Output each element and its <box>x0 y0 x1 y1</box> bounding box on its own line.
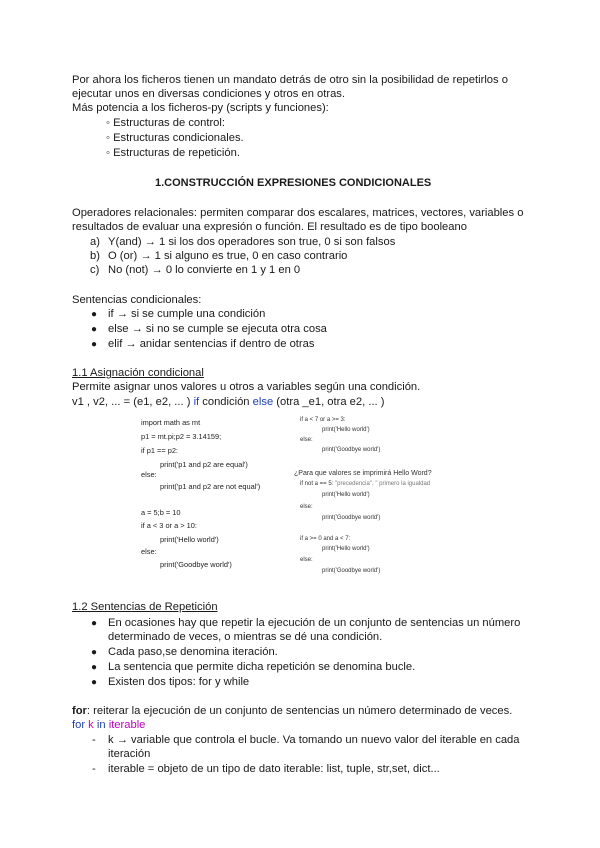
code-line: print('p1 and p2 are not equal') <box>160 482 261 491</box>
intro-line-3: Más potencia a los ficheros-py (scripts y funciones): <box>72 102 329 114</box>
code-line: else: <box>300 504 313 510</box>
subsection-title: 1.1 Asignación condicional <box>72 367 204 379</box>
bullet-icon: ● <box>91 647 98 658</box>
code-line: if a >= 0 and a < 7: <box>300 536 351 542</box>
for-detail-1a: k → variable que controla el bucle. Va tomando un nuevo valor del iterable en cada <box>108 734 520 746</box>
code-line: print('Hello world') <box>160 535 219 544</box>
operator-or: O (or) → 1 si alguno es true, 0 en caso contrario <box>108 250 348 262</box>
repetition-bullet-1b: determinado de veces, o mientras se dé una condición. <box>108 631 383 643</box>
code-line: if p1 == p2: <box>141 446 178 455</box>
repetition-bullet-2: Cada paso,se denomina iteración. <box>108 646 278 658</box>
intro-line-1: Por ahora los ficheros tienen un mandato detrás de otro sin la posibilidad de repetirlos o <box>72 74 508 86</box>
for-detail-1b: iteración <box>108 748 151 760</box>
section-title: 1.CONSTRUCCIÓN EXPRESIONES CONDICIONALES <box>155 177 432 189</box>
cond-if: if → si se cumple una condición <box>108 308 266 320</box>
control-item: ◦ Estructuras condicionales. <box>106 132 244 144</box>
subsection-title: 1.2 Sentencias de Repetición <box>72 601 218 613</box>
operator-and: Y(and) → 1 si los dos operadores son true, 0 si son falsos <box>108 236 396 248</box>
repetition-bullet-4: Existen dos tipos: for y while <box>108 676 250 688</box>
code-line: import math as mt <box>141 418 201 427</box>
s11-description: Permite asignar unos valores u otros a variables según una condición. <box>72 381 421 393</box>
code-line: if a < 3 or a > 10: <box>141 521 197 530</box>
control-item: ◦ Estructuras de repetición. <box>106 147 240 159</box>
dash-icon: - <box>92 734 96 746</box>
code-line: else: <box>300 437 313 443</box>
operator-mark: a) <box>90 236 100 248</box>
conditional-title: Sentencias condicionales: <box>72 294 202 306</box>
bullet-icon: ● <box>91 618 98 629</box>
code-question: ¿Para que valores se imprimirá Hello Word? <box>294 470 432 477</box>
bullet-icon: ● <box>91 309 98 320</box>
control-item: ◦ Estructuras de control: <box>106 117 226 129</box>
code-line: a = 5;b = 10 <box>141 508 181 517</box>
code-line: print('Hello world') <box>322 427 370 433</box>
bullet-icon: ● <box>91 339 98 350</box>
code-line: else: <box>141 547 157 556</box>
code-line: print('Goodbye world') <box>160 560 232 569</box>
operator-not: No (not) → 0 lo convierte en 1 y 1 en 0 <box>108 264 301 276</box>
for-syntax: for k in iterable <box>72 719 146 731</box>
operator-mark: b) <box>90 250 100 262</box>
cond-elif: elif → anidar sentencias if dentro de otras <box>108 338 315 350</box>
code-line: print('Goodbye world') <box>322 568 381 574</box>
code-line: if not a == 5: "precedencia", " primero la igualdad <box>300 481 431 487</box>
code-line: print('Hello world') <box>322 492 370 498</box>
dash-icon: - <box>92 763 96 775</box>
code-line: print('p1 and p2 are equal') <box>160 460 248 469</box>
assignment-syntax: v1 , v2, ... = (e1, e2, ... ) if condición else (otra _e1, otra e2, ... ) <box>72 396 385 408</box>
code-line: print('Goodbye world') <box>322 515 381 521</box>
code-line: if a < 7 or a >= 3: <box>300 417 346 423</box>
intro-line-2: ejecutar unos en diversas condiciones y otros en otras. <box>72 88 346 100</box>
code-line: else: <box>300 557 313 563</box>
code-line: p1 = mt.pi;p2 = 3.14159; <box>141 432 222 441</box>
code-line: print('Hello world') <box>322 546 370 552</box>
for-detail-2: iterable = objeto de un tipo de dato iterable: list, tuple, str,set, dict... <box>108 763 440 775</box>
cond-else: else → si no se cumple se ejecuta otra cosa <box>108 323 327 335</box>
repetition-bullet-3: La sentencia que permite dicha repetición se denomina bucle. <box>108 661 416 673</box>
code-line: print('Goodbye world') <box>322 447 381 453</box>
bullet-icon: ● <box>91 324 98 335</box>
relational-paragraph-1: Operadores relacionales: permiten comparar dos escalares, matrices, vectores, variables o <box>72 207 524 219</box>
relational-paragraph-2: resultados de evaluar una expresión o función. El resultado es de tipo booleano <box>72 221 467 233</box>
bullet-icon: ● <box>91 662 98 673</box>
code-line: else: <box>141 470 157 479</box>
bullet-icon: ● <box>91 677 98 688</box>
repetition-bullet-1a: En ocasiones hay que repetir la ejecución de un conjunto de sentencias un número <box>108 617 521 629</box>
for-description: for: reiterar la ejecución de un conjunto de sentencias un número determinado de veces. <box>72 705 513 717</box>
operator-mark: c) <box>90 264 100 276</box>
